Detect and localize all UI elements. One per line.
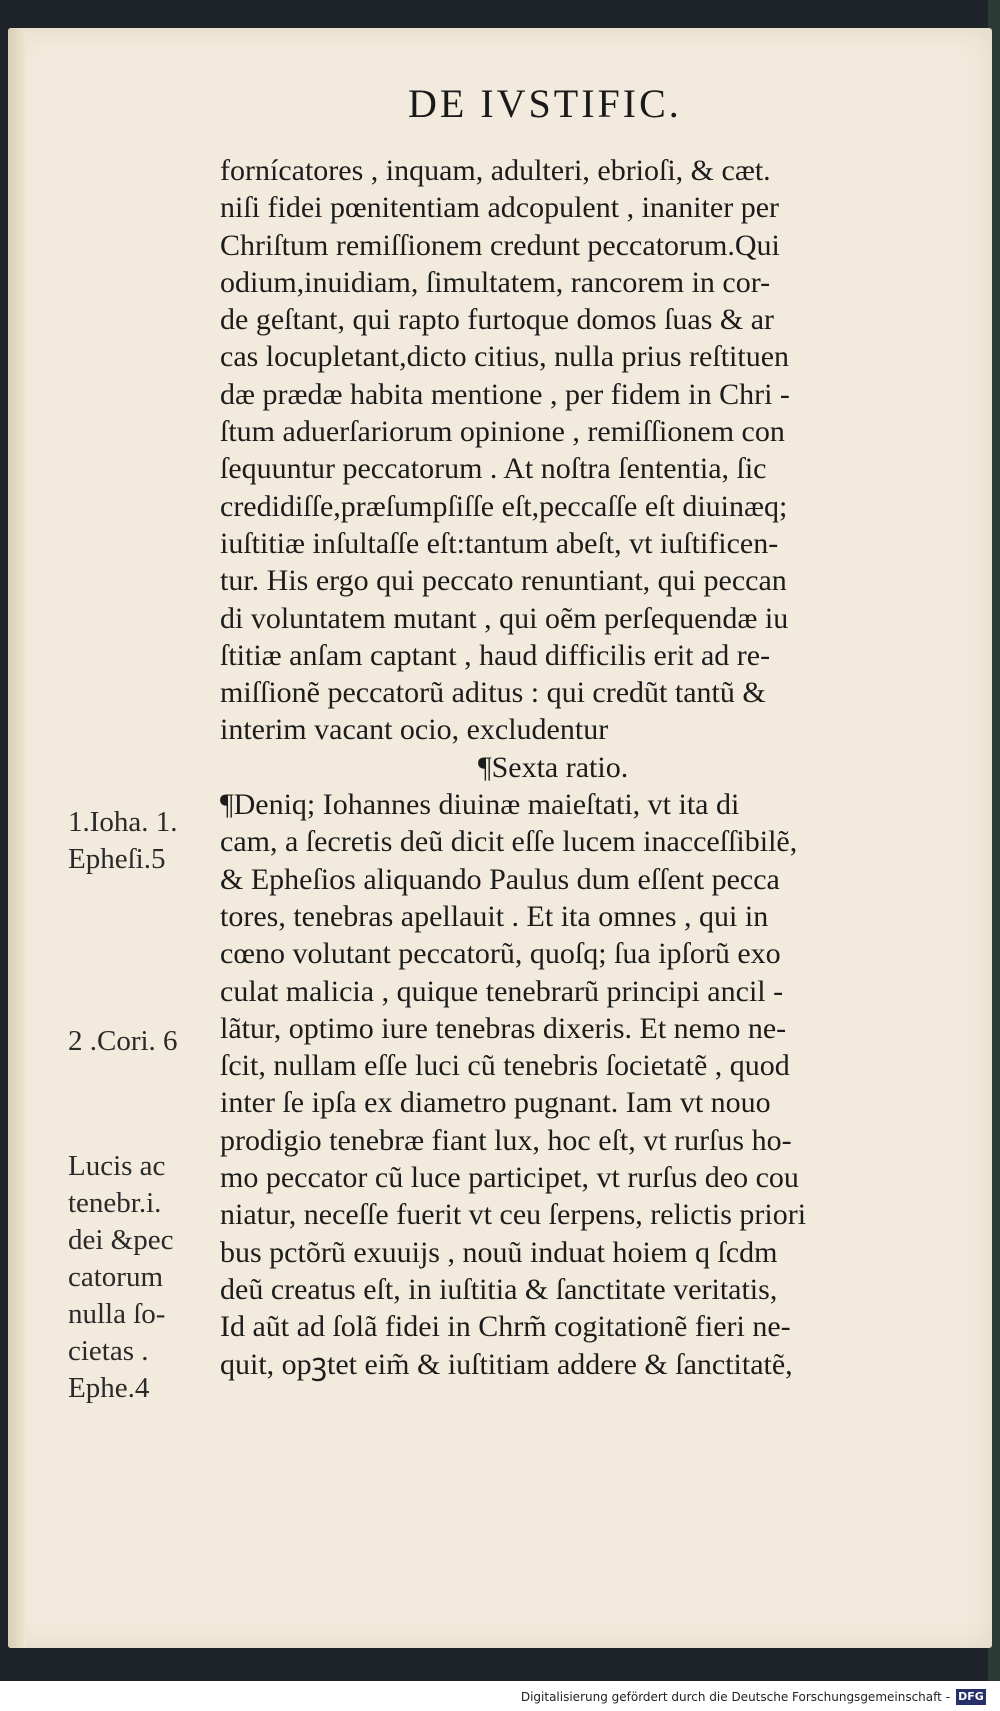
digitization-footer (0, 1681, 1000, 1711)
text-line: niatur, neceſſe fuerit vt ceu ſerpens, relictis priori (220, 1198, 807, 1232)
text-line: inter ſe ipſa ex diametro pugnant. Iam vt nouo (220, 1086, 771, 1120)
text-line: ¶Deniq; Iohannes diuinæ maieſtati, vt ita di (220, 788, 740, 822)
text-line: prodigio tenebræ fiant lux, hoc eſt, vt rurſus ho- (220, 1123, 792, 1157)
text-line: miſſionẽ peccatorũ aditus : qui credũt tantũ & (220, 676, 766, 710)
margin-note-line: nulla ſo- (68, 1298, 166, 1330)
text-line: cam, a ſecretis deũ dicit eſſe lucem inacceſſibilẽ, (220, 825, 798, 859)
text-line: deũ creatus eſt, in iuſtitia & ſanctitate veritatis, (220, 1272, 778, 1306)
margin-note-line: 2 .Cori. 6 (68, 1025, 178, 1057)
margin-note-line: Epheſi.5 (68, 843, 166, 875)
text-line: di voluntatem mutant , qui oẽm perſequendæ iu (220, 601, 789, 635)
text-line: niſi fidei pœnitentiam adcopulent , inaniter per (220, 191, 779, 225)
text-line: quit, opꝫtet eim̃ & iuſtitiam addere & ſanctitatẽ, (220, 1347, 793, 1381)
page-gutter-shadow (8, 28, 26, 1648)
text-line: mo peccator cũ luce participet, vt rurſus deo cou (220, 1161, 799, 1195)
text-line: fornícatores , inquam, adulteri, ebrioſi, & cæt. (220, 154, 771, 187)
margin-note-line: Lucis ac (68, 1150, 166, 1182)
text-line: credidiſſe,præſumpſiſſe eſt,peccaſſe eſt diuinæq; (220, 489, 788, 523)
margin-note (68, 804, 208, 878)
text-line: ſequuntur peccatorum . At noſtra ſententia, ſic (220, 452, 767, 486)
margin-note (68, 1148, 208, 1407)
dfg-credit-text: Digitalisierung gefördert durch die Deutsche Forschungsgemeinschaft - (520, 1690, 950, 1704)
text-line: ſtitiæ anſam captant , haud difficilis erit ad re- (220, 638, 771, 672)
text-line: ſcit, nullam eſſe luci cũ tenebris ſocietatẽ , quod (220, 1049, 790, 1083)
margin-note-line: Ephe.4 (68, 1372, 150, 1404)
book-page (8, 28, 992, 1648)
text-line: ſtum aduerſariorum opinione , remiſſionem con (220, 415, 785, 449)
margin-note-line: 1.Ioha. 1. (68, 806, 178, 838)
text-line: Id aũt ad ſolã fidei in Chrm̃ cogitationẽ fieri ne- (220, 1310, 791, 1344)
main-text-block (220, 152, 930, 1383)
margin-note-line: tenebr.i. (68, 1187, 162, 1219)
margin-note-line: dei &pec (68, 1224, 174, 1256)
text-line: Chriſtum remiſſionem credunt peccatorum.Qui (220, 228, 780, 262)
text-line: tores, tenebras apellauit . Et ita omnes , qui in (220, 899, 769, 933)
text-line: de geſtant, qui rapto furtoque domos ſuas & ar (220, 303, 775, 337)
text-line: dæ prædæ habita mentione , per fidem in Chri - (220, 377, 790, 411)
text-line: odium,inuidiam, ſimultatem, rancorem in cor- (220, 265, 771, 299)
text-line: cœno volutant peccatorũ, quoſq; ſua ipſorũ exo (220, 937, 781, 971)
margin-note (68, 1023, 208, 1060)
margin-note-line: cietas . (68, 1335, 149, 1367)
text-line: interim vacant ocio, excludentur (220, 713, 609, 747)
text-line: iuſtitiæ inſultaſſe eſt:tantum abeſt, vt iuſtificen- (220, 526, 779, 560)
dfg-logo: DFG (956, 1689, 986, 1705)
text-line: & Epheſios aliquando Paulus dum eſſent pecca (220, 862, 780, 896)
text-line: culat malicia , quique tenebrarũ principi ancil - (220, 974, 784, 1008)
running-header: DE IVSTIFIC. (408, 81, 682, 126)
section-heading: ¶Sexta ratio. (478, 750, 629, 784)
margin-note-line: catorum (68, 1261, 164, 1293)
text-line: bus pctõrũ exuuijs , nouũ induat hoiem q ſcdm (220, 1235, 778, 1269)
text-line: cas locupletant,dicto citius, nulla prius reſtituen (220, 340, 790, 374)
text-line: lãtur, optimo iure tenebras dixeris. Et nemo ne- (220, 1011, 787, 1045)
text-line: tur. His ergo qui peccato renuntiant, qui peccan (220, 564, 787, 598)
